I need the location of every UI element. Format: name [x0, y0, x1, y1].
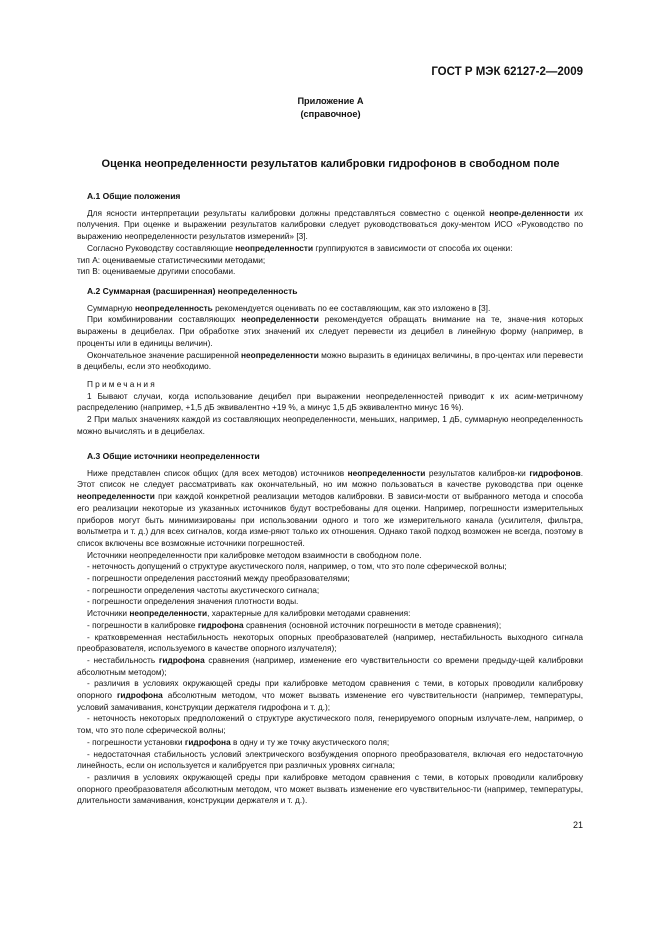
list-item: - погрешности определения частоты акустического сигнала; — [87, 584, 320, 595]
paragraph: Источники неопределенности, характерные для калибровки методами сравнения: — [87, 608, 411, 619]
list-item: тип В: оцениваемые другими способами. — [77, 266, 236, 277]
paragraph: Окончательное значение расширенной неопределенности можно выразить в единицах величины, в про-центах или перевести в децибелы, если это необходимо. — [77, 349, 583, 372]
list-item: - неточность допущений о структуре акустического поля, например, о том, что это поле сферической волны; — [87, 561, 507, 572]
list-item: - различия в условиях окружающей среды при калибровке методом сравнения с теми, в которых проводили калибровку опорного гидрофона абсолютным методом, что может вызвать изменение его чувствительности (например, температуры, условий замачивания, конструкции держателя гидрофона и т. д.); — [77, 678, 584, 712]
list-item: - погрешности установки гидрофона в одну и ту же точку акустического поля; — [87, 736, 390, 747]
document-title: Оценка неопределенности результатов калибровки гидрофонов в свободном поле — [101, 158, 560, 170]
paragraph: Источники неопределенности при калибровке методом взаимности в свободном поле. — [87, 549, 422, 560]
section-heading-a1: А.1 Общие положения — [87, 191, 181, 201]
list-item: - погрешности определения значения плотности воды. — [87, 596, 299, 607]
section-a3 — [77, 451, 583, 807]
list-item: - кратковременная нестабильность некоторых опорных преобразователей (например, нестабильность выходного сигнала преобразователя, используемого в качестве опорного излучателя); — [77, 631, 583, 654]
list-item: - различия в условиях окружающей среды при калибровке методом сравнения с теми, в которых проводили калибровку опорного преобразователя абсолютным методом, что может вызвать изменение его чувствительнос-ти (например, температуры, длительности замачивания, конструкции держателя и т. д.). — [77, 771, 583, 806]
page-number: 21 — [572, 820, 583, 830]
note-2: 2 При малых значениях каждой из составляющих неопределенности, меньших, например, 1 дБ, суммарную неопределенность можно вычислять и в децибелах. — [77, 414, 583, 436]
standard-code: ГОСТ Р МЭК 62127-2—2009 — [431, 66, 583, 78]
paragraph: Согласно Руководству составляющие неопределенности группируются в зависимости от способа их оценки: — [87, 242, 513, 253]
paragraph: Суммарную неопределенность рекомендуется оценивать по ее составляющим, как это изложено в [3]. — [87, 302, 491, 313]
list-item: - нестабильность гидрофона сравнения (например, изменение его чувствительности со времени предыду-щей калибровки абсолютным методом); — [77, 654, 583, 677]
list-item: - погрешности в калибровке гидрофона сравнения (основной источник погрешности в методе сравнения); — [87, 619, 502, 630]
section-a2 — [77, 286, 583, 437]
list-item: - недостаточная стабильность условий электрического возбуждения опорного преобразователя, включая его недостаточную линейность, если он используется и калибруется при различных уровнях сигнала; — [77, 748, 583, 771]
paragraph: Ниже представлен список общих (для всех методов) источников неопределенности результатов калибров-ки гидрофонов. Этот список не следует рассматривать как окончательный, но им можно пользоваться в качестве руководства при оценке неопределенности при каждой конкретной реализации методов калибровки. В зависи-мости от выбранного метода и способа его реализации некоторые из указанных источников будут востребованы для оценки. Например, погрешности измерительных приборов могут быть минимизированы при использовании одного и того же измерительного канала (усилителя, фильтра, вольтметра и т. д.) для всех сигналов, когда изме-ряют только их отношения. Однако такой подход возможен не всегда, поэтому в список включены все возможные источники погрешностей. — [77, 467, 583, 548]
notes-label: Примечания — [87, 378, 157, 389]
annex-type: (справочное) — [300, 109, 361, 119]
list-item: тип А: оцениваемые статистическими методами; — [77, 254, 266, 265]
list-item: - погрешности определения расстояний между преобразователями; — [87, 573, 350, 584]
section-a1 — [77, 191, 583, 278]
annex-label: Приложение А — [297, 96, 364, 106]
section-heading-a2: А.2 Суммарная (расширенная) неопределенность — [87, 286, 298, 296]
paragraph: При комбинировании составляющих неопределенности рекомендуется обращать внимание на те, значе-ния которых выражены в децибелах. При обработке этих значений их следует перевести из децибел в линейную форму (например, в проценты или в единицы величин). — [77, 314, 583, 348]
section-heading-a3: А.3 Общие источники неопределенности — [87, 451, 260, 461]
paragraph: Для ясности интерпретации результаты калибровки должны представляться совместно с оценкой неопре-деленности их получения. При оценке и выражении результатов калибровки следует руководствоваться доку-ментом ИСО «Руководство по выражению неопределенности результатов измерений» [3]. — [77, 207, 583, 242]
note-1: 1 Бывают случаи, когда использование децибел при выражении неопределенностей приводит к их асим-метричному распределению (например, +1,5 дБ эквивалентно +19 %, а минус 1,5 дБ эквивалентно минус 16 %). — [77, 390, 583, 413]
list-item: - неточность некоторых предположений о структуре акустического поля, генерируемого опорным излучате-лем, например, о том, что это поле сферической волны; — [77, 713, 583, 736]
